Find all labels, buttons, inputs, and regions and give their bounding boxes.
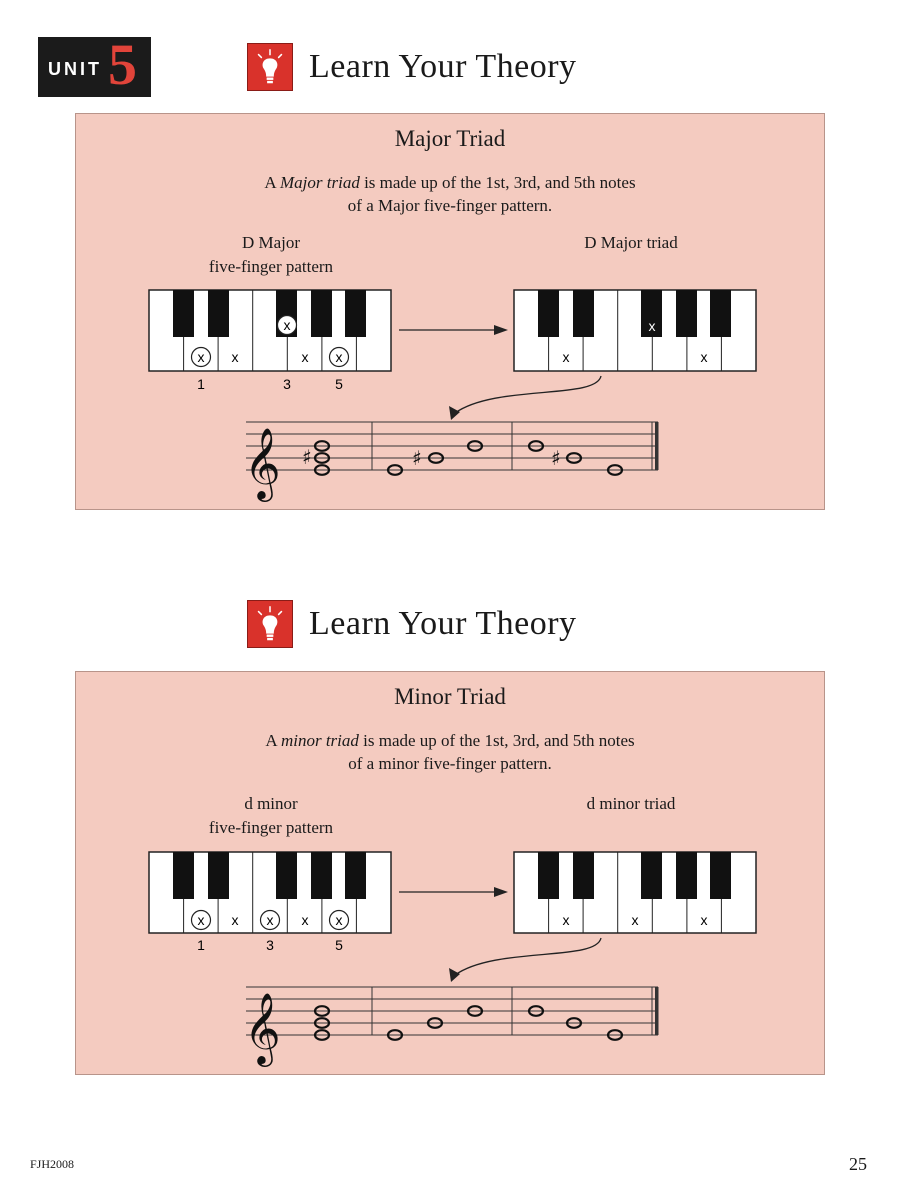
- curved-arrow: [449, 376, 601, 420]
- sharp-icon: ♯: [412, 446, 422, 470]
- finger-number: 5: [335, 376, 343, 392]
- key-mark: x: [335, 349, 343, 365]
- unit-number: 5: [108, 32, 137, 97]
- finger-number: 1: [197, 376, 205, 392]
- finger-number: 3: [266, 937, 274, 953]
- desc-italic: Major triad: [280, 173, 360, 192]
- label-line: D Major: [241, 233, 301, 252]
- page-number: 25: [849, 1154, 867, 1174]
- treble-clef-icon: 𝄞: [244, 426, 281, 499]
- key-mark: x: [700, 912, 708, 928]
- unit-word: UNIT: [48, 58, 102, 79]
- key-mark: x: [283, 317, 291, 333]
- sharp-icon: ♯: [302, 445, 312, 469]
- finger-number: 3: [283, 376, 291, 392]
- key-mark: x: [335, 912, 343, 928]
- label-line: d minor: [244, 794, 298, 813]
- desc-text: is made up of the 1st, 3rd, and 5th notes: [358, 731, 635, 750]
- key-mark: x: [562, 349, 570, 365]
- curved-arrow: [449, 938, 601, 982]
- keyboard-triad: [514, 852, 756, 933]
- finger-number: 1: [197, 937, 205, 953]
- minor-diagram: [76, 672, 824, 1074]
- right-arrow: [399, 887, 508, 897]
- desc-text: is made up of the 1st, 3rd, and 5th notes: [359, 173, 636, 192]
- major-diagram: [76, 114, 824, 509]
- label-line: five-finger pattern: [208, 257, 334, 276]
- key-mark: x: [301, 912, 309, 928]
- label-line: d minor triad: [586, 794, 676, 813]
- music-staff: [244, 422, 659, 502]
- panel-title: Minor Triad: [394, 684, 506, 709]
- desc-text: A: [264, 173, 281, 192]
- key-mark: x: [700, 349, 708, 365]
- label-line: five-finger pattern: [208, 818, 334, 837]
- keyboard-five-finger: [149, 290, 391, 392]
- label-line: D Major triad: [584, 233, 678, 252]
- section-heading-major: [247, 43, 577, 91]
- desc-italic: minor triad: [280, 731, 359, 750]
- section-heading-text: Learn Your Theory: [309, 605, 577, 642]
- music-staff: [244, 987, 659, 1067]
- major-triad-panel: [75, 113, 825, 510]
- desc-text: A: [265, 731, 281, 750]
- desc-text: of a Major five-finger pattern.: [347, 196, 553, 215]
- section-heading-minor: [247, 600, 577, 648]
- right-arrow: [399, 325, 508, 335]
- section-heading-text: Learn Your Theory: [309, 48, 577, 85]
- keyboard-five-finger: [149, 852, 391, 953]
- keyboard-triad: [514, 290, 756, 371]
- key-mark: x: [562, 912, 570, 928]
- panel-title: Major Triad: [394, 126, 506, 151]
- unit-badge: [38, 32, 151, 97]
- desc-text: of a minor five-finger pattern.: [348, 754, 552, 773]
- sharp-icon: ♯: [551, 446, 561, 470]
- treble-clef-icon: 𝄞: [244, 991, 281, 1064]
- footer-code: FJH2008: [30, 1157, 75, 1171]
- key-mark: x: [231, 912, 239, 928]
- lightbulb-icon: [247, 43, 293, 91]
- key-mark: x: [266, 912, 274, 928]
- minor-triad-panel: [75, 671, 825, 1075]
- lightbulb-icon: [247, 600, 293, 648]
- key-mark: x: [197, 912, 205, 928]
- key-mark: x: [231, 349, 239, 365]
- key-mark: x: [301, 349, 309, 365]
- key-mark: x: [648, 318, 656, 334]
- key-mark: x: [631, 912, 639, 928]
- finger-number: 5: [335, 937, 343, 953]
- key-mark: x: [197, 349, 205, 365]
